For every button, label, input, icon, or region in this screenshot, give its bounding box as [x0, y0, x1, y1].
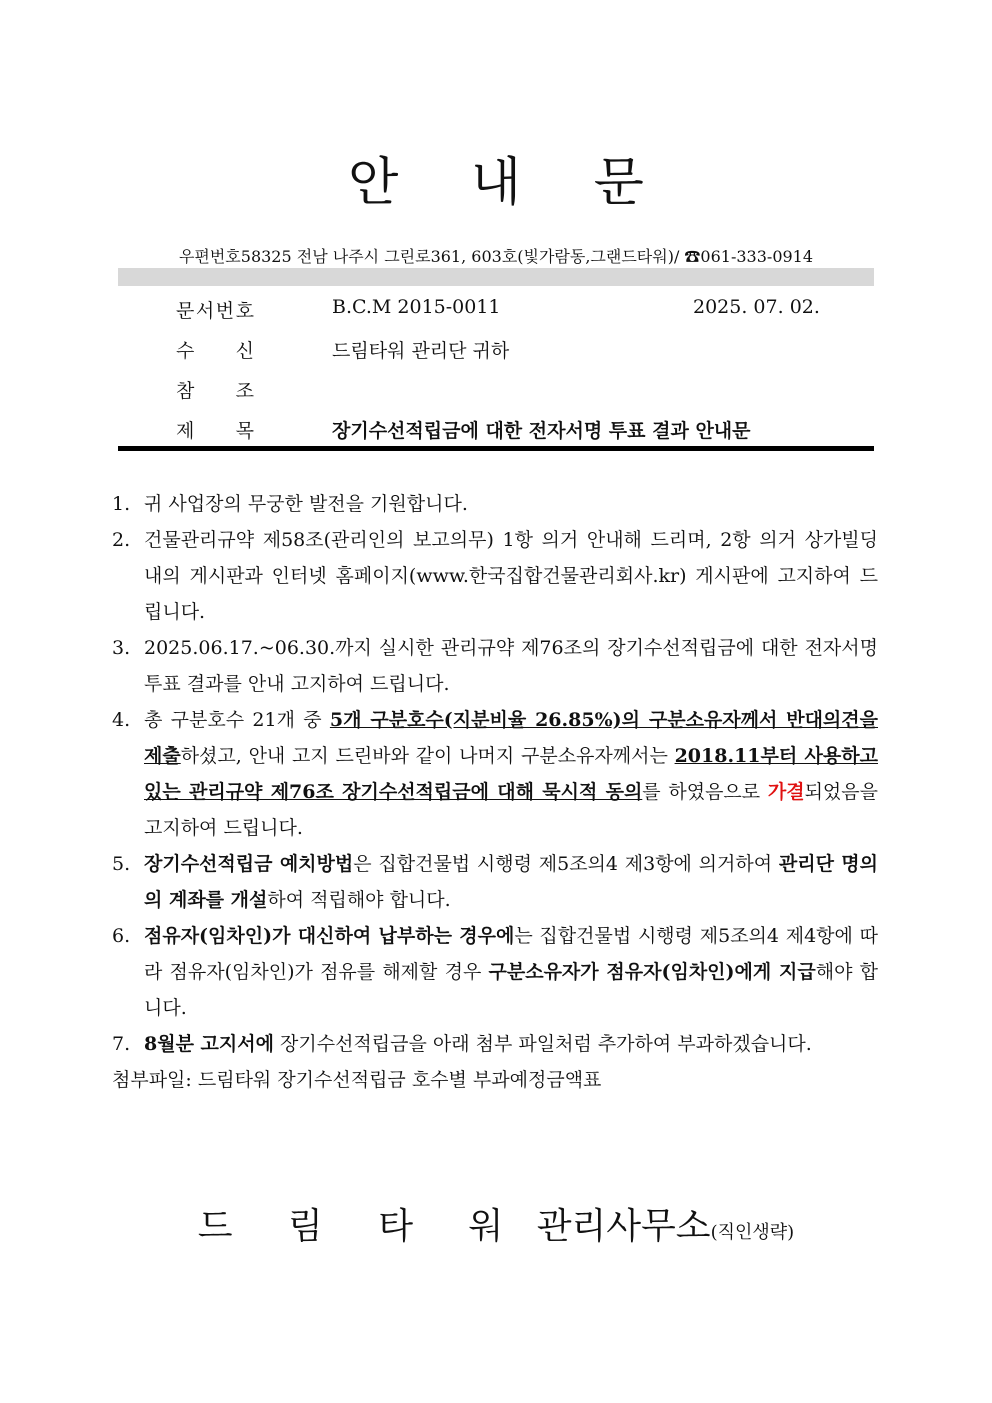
item-number: 7.	[112, 1033, 131, 1055]
item-text: 총 구분호수 21개 중	[144, 709, 330, 731]
reference-row	[118, 372, 874, 412]
item-text: 은 집합건물법 시행령 제5조의4 제3항에 의거하여	[353, 853, 779, 875]
item-text: 점유자(임차인)가 대신하여 납부하는 경우에	[144, 925, 515, 947]
notice-item	[112, 702, 878, 846]
item-text: 관리단 명의의 계좌를 개설	[144, 853, 878, 911]
item-text: 귀 사업장의 무궁한 발전을 기원합니다.	[144, 493, 468, 515]
item-text: 하여 적립해야 합니다.	[267, 889, 451, 911]
item-number: 5.	[112, 853, 131, 875]
item-number: 1.	[112, 493, 131, 515]
subject-label: 제 목	[176, 420, 254, 442]
notice-item	[112, 522, 878, 630]
notice-body	[112, 486, 878, 1098]
issuer-signature	[0, 1198, 992, 1249]
item-number: 4.	[112, 709, 131, 731]
office-address: 우편번호58325 전남 나주시 그린로361, 603호(빛가람동,그랜드타워)/ ☎061-333-0914	[178, 247, 814, 266]
header-band	[118, 268, 874, 286]
item-number: 6.	[112, 925, 131, 947]
item-text: 장기수선적립금을 아래 첨부 파일처럼 추가하여 부과하겠습니다.	[273, 1033, 812, 1055]
item-text: 건물관리규약 제58조(관리인의 보고의무) 1항 의거 안내해 드리며, 2항 의거 상가빌딩 내의 게시판과 인터넷 홈페이지(www.한국집합건물관리회사.kr) 게시판에 고지하여 드립니다.	[144, 529, 878, 623]
item-text: 구분소유자가 점유자(임차인)에게 지급	[488, 961, 816, 983]
item-text: 되었음을 고지하여 드립니다.	[144, 781, 878, 839]
reference-label: 참 조	[176, 380, 254, 402]
issuer-office: 관리사무소	[536, 1206, 711, 1247]
item-text: 하셨고, 안내 고지 드린바와 같이 나머지 구분소유자께서는	[180, 745, 675, 767]
item-number: 2.	[112, 529, 131, 551]
divider	[118, 446, 874, 451]
notice-item	[112, 486, 878, 522]
notice-item	[112, 846, 878, 918]
recipient-label: 수 신	[176, 340, 254, 362]
doc-date: 2025. 07. 02.	[693, 296, 820, 318]
notice-item	[112, 1026, 878, 1062]
recipient-row	[118, 332, 874, 372]
document-title: 안 내 문	[348, 153, 672, 213]
item-text: 2018.11부터 사용하고 있는 관리규약 제76조 장기수선적립금에 대해 묵시적 동의	[144, 745, 878, 803]
subject: 장기수선적립금에 대한 전자서명 투표 결과 안내문	[332, 420, 751, 442]
doc-number-label: 문 서 번 호	[176, 300, 254, 322]
item-text: 5개 구분호수(지분비율 26.85%)의 구분소유자께서 반대의견을 제출	[144, 709, 878, 767]
attachment-note: 첨부파일: 드림타워 장기수선적립금 호수별 부과예정금액표	[112, 1069, 602, 1091]
seal-omitted-note: (직인생략)	[710, 1222, 795, 1243]
item-text: 장기수선적립금 예치방법	[144, 853, 354, 875]
doc-number-row	[118, 292, 874, 332]
issuer-name: 드 림 타 워	[197, 1206, 526, 1247]
item-text: 해야 합니다.	[144, 961, 878, 1019]
document-meta	[118, 292, 874, 452]
item-text: 2025.06.17.~06.30.까지 실시한 관리규약 제76조의 장기수선적립금에 대한 전자서명 투표 결과를 안내 고지하여 드립니다.	[144, 637, 878, 695]
item-text: 를 하였음으로	[642, 781, 768, 803]
item-text: 가결	[767, 781, 805, 803]
item-text: 8월분 고지서에	[144, 1033, 274, 1055]
recipient: 드림타워 관리단 귀하	[332, 340, 510, 362]
notice-item	[112, 918, 878, 1026]
doc-number: B.C.M 2015-0011	[332, 296, 501, 318]
item-text: 는 집합건물법 시행령 제5조의4 제4항에 따라 점유자(임차인)가 점유를 해제할 경우	[144, 925, 878, 983]
notice-item	[112, 630, 878, 702]
item-number: 3.	[112, 637, 131, 659]
